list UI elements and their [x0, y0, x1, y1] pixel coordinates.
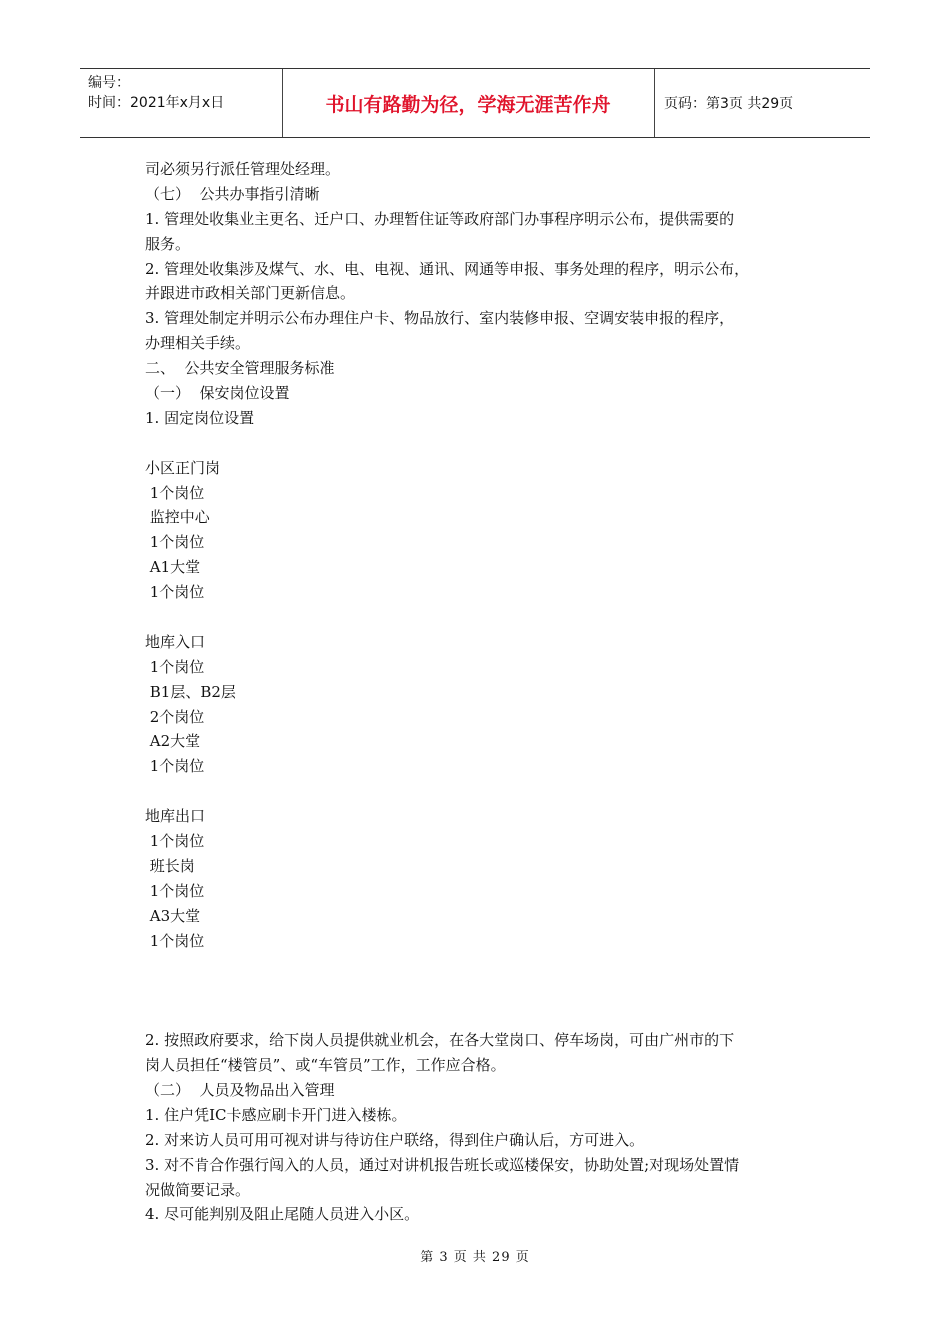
text-line: 2. 管理处收集涉及煤气、水、电、电视、通讯、网通等申报、事务处理的程序，明示公布， [145, 259, 750, 278]
text-line: 地库出口 [145, 807, 206, 826]
text-line: A3大堂 [145, 906, 201, 925]
text-line: 司必须另行派任管理处经理。 [145, 160, 341, 178]
text-line: 1个岗位 [145, 881, 205, 900]
text-line: 服务。 [145, 234, 191, 253]
text-line: 岗人员担任“楼管员”、或“车管员”工作，工作应合格。 [145, 1056, 506, 1075]
text-line: A1大堂 [145, 558, 201, 577]
blank-line [145, 431, 825, 456]
text-line: 并跟进市政相关部门更新信息。 [145, 284, 356, 303]
blank-line [145, 779, 825, 804]
text-line: 监控中心 [145, 508, 210, 527]
blank-line [145, 978, 825, 1003]
text-line: 1个岗位 [145, 657, 205, 676]
text-line: 二、 公共安全管理服务标准 [145, 359, 335, 378]
text-line: 2个岗位 [145, 707, 205, 726]
text-line: 3. 对不肯合作强行闯入的人员，通过对讲机报告班长或巡楼保安，协助处置;对现场处置情 [145, 1155, 740, 1174]
text-line: 小区正门岗 [145, 458, 221, 477]
text-line: 2. 按照政府要求，给下岗人员提供就业机会，在各大堂岗口、停车场岗，可由广州市的下 [145, 1031, 735, 1050]
text-line: 1. 固定岗位设置 [145, 408, 255, 427]
text-line: 办理相关手续。 [145, 334, 251, 353]
header-page-info: 页码：第3页 共29页 [664, 96, 794, 112]
header-divider [654, 69, 655, 137]
text-line: 1个岗位 [145, 832, 205, 851]
text-line: （二） 人员及物品出入管理 [145, 1080, 335, 1099]
blank-line [145, 605, 825, 630]
text-line: A2大堂 [145, 732, 201, 751]
text-line: 班长岗 [145, 856, 195, 875]
text-line: （七） 公共办事指引清晰 [145, 184, 320, 203]
text-line: 1. 住户凭IC卡感应刷卡开门进入楼栋。 [145, 1105, 407, 1124]
document-body [145, 157, 825, 1227]
text-line: 1个岗位 [145, 757, 205, 776]
text-line: 况做简要记录。 [145, 1180, 251, 1199]
text-line: 1个岗位 [145, 583, 205, 602]
number-label: 编号： [88, 75, 130, 91]
header-motto: 书山有路勤为径，学海无涯苦作舟 [325, 93, 611, 116]
blank-line [145, 954, 825, 979]
page-header-table [80, 68, 870, 138]
text-line: 4. 尽可能判别及阻止尾随人员进入小区。 [145, 1205, 420, 1224]
text-line: 3. 管理处制定并明示公布办理住户卡、物品放行、室内装修申报、空调安装申报的程序， [145, 309, 735, 328]
text-line: 1个岗位 [145, 483, 205, 502]
page-footer: 第 3 页 共 29 页 [420, 1250, 530, 1265]
time-label: 时间：2021年x月x日 [88, 95, 225, 111]
text-line: B1层、B2层 [145, 682, 236, 701]
text-line: 1个岗位 [145, 931, 205, 950]
header-meta [88, 73, 224, 113]
blank-line [145, 1003, 825, 1028]
text-line: 1个岗位 [145, 533, 205, 552]
text-line: 1. 管理处收集业主更名、迁户口、办理暂住证等政府部门办事程序明示公布，提供需要的 [145, 209, 735, 228]
text-line: 地库入口 [145, 632, 206, 651]
text-line: 2. 对来访人员可用可视对讲与待访住户联络，得到住户确认后，方可进入。 [145, 1130, 645, 1149]
text-line: （一） 保安岗位设置 [145, 384, 290, 403]
